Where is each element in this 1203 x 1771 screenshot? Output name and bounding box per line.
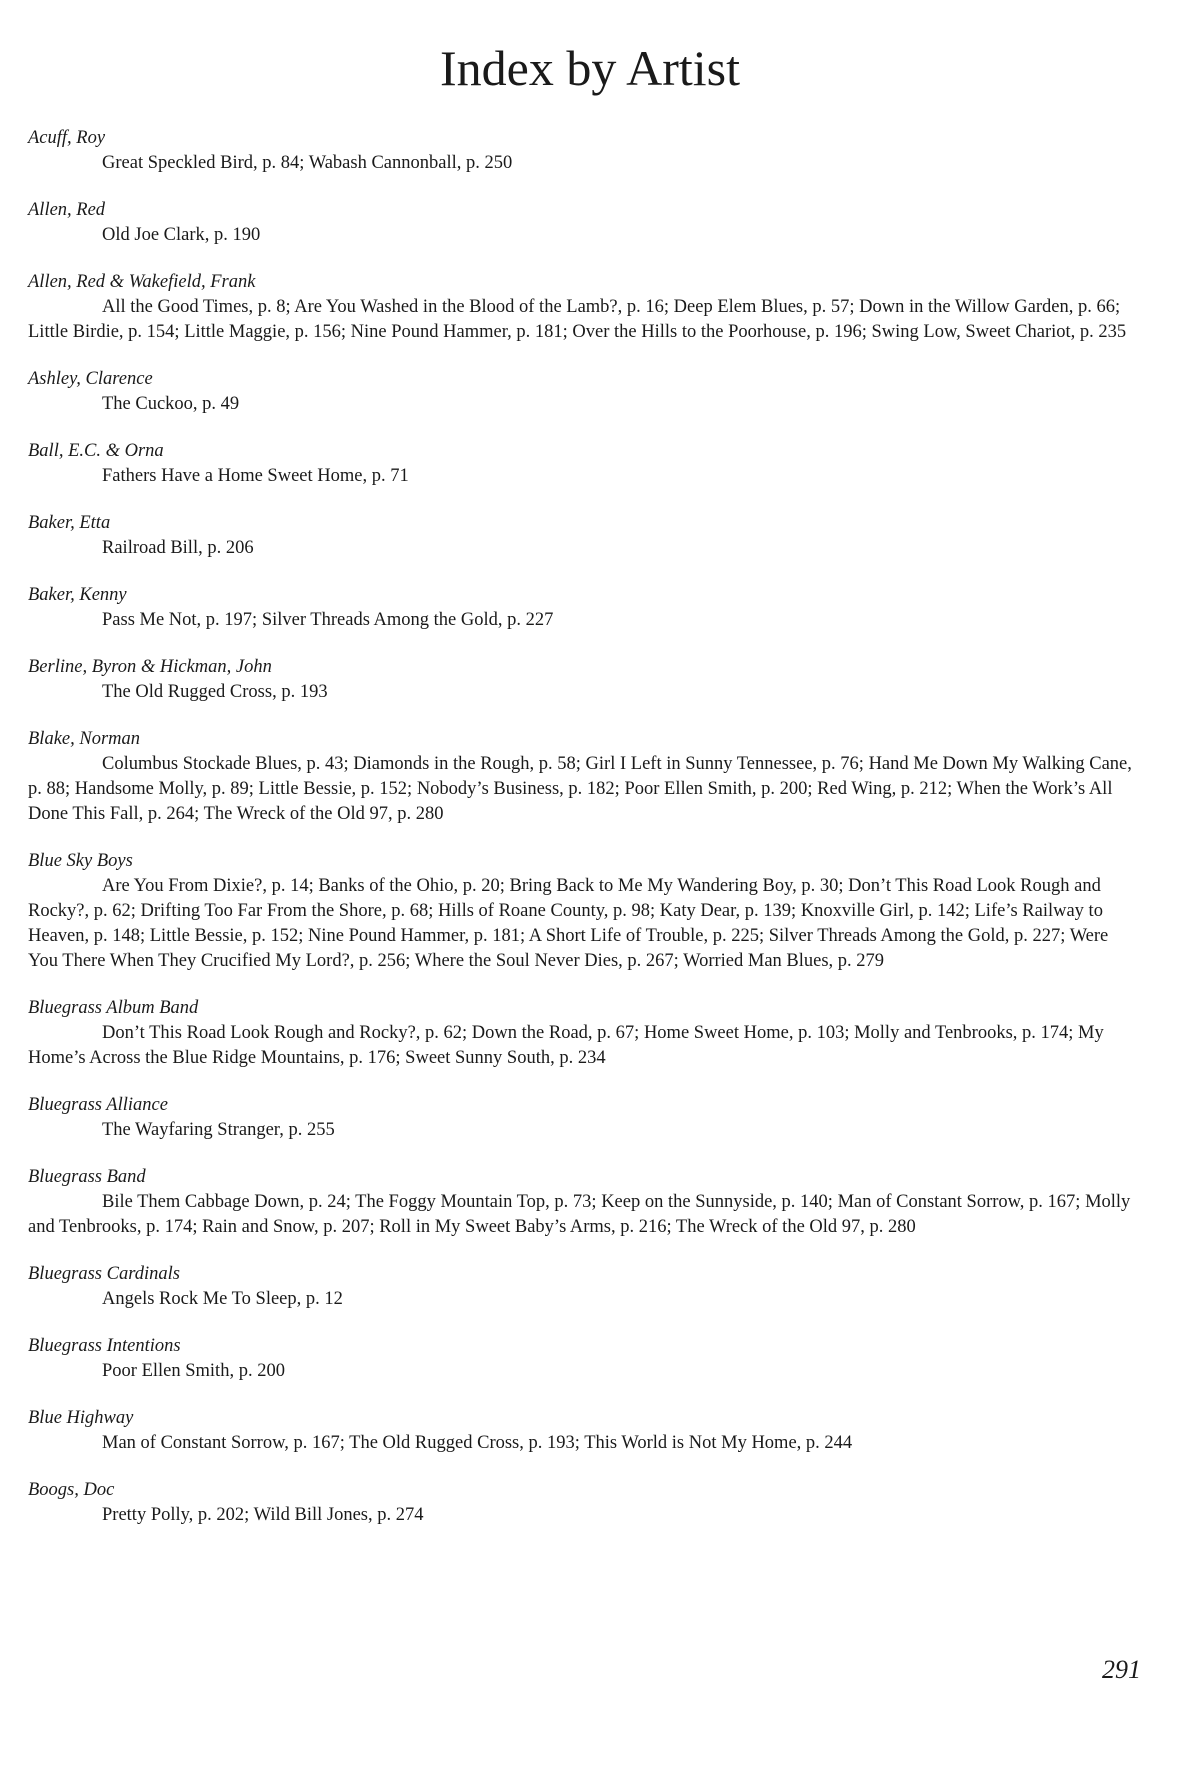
- index-entry: [28, 1262, 1138, 1312]
- song-list: Pretty Polly, p. 202; Wild Bill Jones, p. 274: [102, 1505, 424, 1525]
- song-list: Columbus Stockade Blues, p. 43; Diamonds in the Rough, p. 58; Girl I Left in Sunny Tennessee, p. 76; Hand Me Down My Walking Cane, p. 88; Handsome Molly, p. 89; Little Bessie, p. 152; Nobody’s Business, p. 182; Poor Ellen Smith, p. 200; Red Wing, p. 212; When the Work’s All Done This Fall, p. 264; The Wreck of the Old 97, p. 280: [28, 754, 1132, 824]
- artist-name: Bluegrass Album Band: [28, 998, 199, 1018]
- song-list: Railroad Bill, p. 206: [102, 538, 254, 558]
- page-title: Index by Artist: [440, 40, 740, 96]
- song-list: The Old Rugged Cross, p. 193: [102, 682, 328, 702]
- artist-name: Allen, Red & Wakefield, Frank: [28, 272, 256, 292]
- artist-name: Allen, Red: [28, 200, 106, 220]
- song-list: Old Joe Clark, p. 190: [102, 225, 261, 245]
- song-list: Angels Rock Me To Sleep, p. 12: [102, 1289, 343, 1309]
- song-list: Fathers Have a Home Sweet Home, p. 71: [102, 466, 409, 486]
- index-entry: [28, 270, 1138, 345]
- index-entry: [28, 655, 1138, 705]
- index-entry: [28, 511, 1138, 561]
- artist-name: Acuff, Roy: [28, 128, 106, 148]
- artist-name: Blake, Norman: [28, 729, 141, 749]
- index-entry: [28, 849, 1138, 974]
- index-entry: [28, 1334, 1138, 1384]
- artist-name: Bluegrass Intentions: [28, 1336, 181, 1356]
- index-entry: [28, 727, 1138, 827]
- index-entry: [28, 126, 1138, 176]
- index-entry: [28, 1478, 1138, 1528]
- artist-name: Bluegrass Cardinals: [28, 1264, 180, 1284]
- index-entry: [28, 439, 1138, 489]
- song-list: Bile Them Cabbage Down, p. 24; The Foggy Mountain Top, p. 73; Keep on the Sunnyside, p. 140; Man of Constant Sorrow, p. 167; Molly and Tenbrooks, p. 174; Rain and Snow, p. 207; Roll in My Sweet Baby’s Arms, p. 216; The Wreck of the Old 97, p. 280: [28, 1192, 1131, 1237]
- song-list: Are You From Dixie?, p. 14; Banks of the Ohio, p. 20; Bring Back to Me My Wandering Boy, p. 30; Don’t This Road Look Rough and Rocky?, p. 62; Drifting Too Far From the Shore, p. 68; Hills of Roane County, p. 98; Katy Dear, p. 139; Knoxville Girl, p. 142; Life’s Railway to Heaven, p. 148; Little Bessie, p. 152; Nine Pound Hammer, p. 181; A Short Life of Trouble, p. 225; Silver Threads Among the Gold, p. 227; Were You There When They Crucified My Lord?, p. 256; Where the Soul Never Dies, p. 267; Worried Man Blues, p. 279: [28, 876, 1109, 971]
- page-number: 291: [1102, 1655, 1141, 1684]
- artist-name: Bluegrass Band: [28, 1167, 146, 1187]
- song-list: The Wayfaring Stranger, p. 255: [102, 1120, 335, 1140]
- song-list: Poor Ellen Smith, p. 200: [102, 1361, 285, 1381]
- index-entry: [28, 1165, 1138, 1240]
- song-list: Don’t This Road Look Rough and Rocky?, p. 62; Down the Road, p. 67; Home Sweet Home, p. 103; Molly and Tenbrooks, p. 174; My Home’s Across the Blue Ridge Mountains, p. 176; Sweet Sunny South, p. 234: [28, 1023, 1104, 1068]
- song-list: Pass Me Not, p. 197; Silver Threads Among the Gold, p. 227: [102, 610, 554, 630]
- artist-name: Baker, Etta: [28, 513, 111, 533]
- artist-name: Ball, E.C. & Orna: [28, 441, 164, 461]
- artist-name: Blue Sky Boys: [28, 851, 133, 871]
- index-entry: [28, 1093, 1138, 1143]
- artist-name: Blue Highway: [28, 1408, 134, 1428]
- artist-name: Boogs, Doc: [28, 1480, 115, 1500]
- index-entry: [28, 367, 1138, 417]
- artist-name: Baker, Kenny: [28, 585, 127, 605]
- song-list: All the Good Times, p. 8; Are You Washed in the Blood of the Lamb?, p. 16; Deep Elem Blues, p. 57; Down in the Willow Garden, p. 66; Little Birdie, p. 154; Little Maggie, p. 156; Nine Pound Hammer, p. 181; Over the Hills to the Poorhouse, p. 196; Swing Low, Sweet Chariot, p. 235: [28, 297, 1127, 342]
- index-entry: [28, 583, 1138, 633]
- artist-name: Ashley, Clarence: [28, 369, 153, 389]
- artist-name: Berline, Byron & Hickman, John: [28, 657, 272, 677]
- song-list: The Cuckoo, p. 49: [102, 394, 240, 414]
- artist-name: Bluegrass Alliance: [28, 1095, 168, 1115]
- index-entry: [28, 198, 1138, 248]
- artist-index-list: [28, 126, 1138, 1550]
- song-list: Great Speckled Bird, p. 84; Wabash Cannonball, p. 250: [102, 153, 513, 173]
- song-list: Man of Constant Sorrow, p. 167; The Old Rugged Cross, p. 193; This World is Not My Home, p. 244: [102, 1433, 853, 1453]
- index-entry: [28, 996, 1138, 1071]
- index-entry: [28, 1406, 1138, 1456]
